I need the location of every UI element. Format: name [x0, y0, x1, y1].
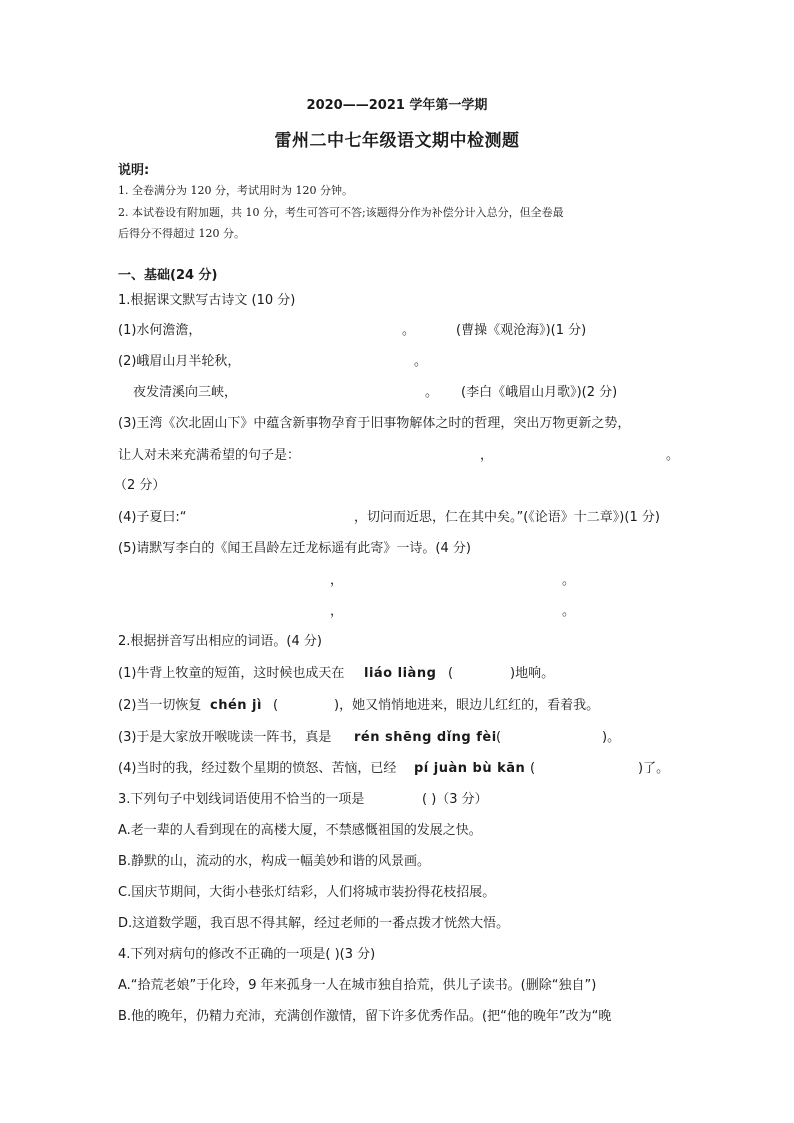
q1-5-end-1: 。 [562, 573, 576, 588]
q2-3-open: ( [496, 730, 502, 745]
q1-2b-source: (李白《峨眉山月歌》)(2 分) [461, 385, 618, 400]
q1-2-end: 。 [414, 354, 428, 369]
q2-2-close: )，她又悄悄地进来，眼边儿红红的，看着我。 [334, 698, 600, 713]
q1-3-end: 。 [666, 448, 680, 463]
q3-option-d: D.这道数学题，我百思不得其解，经过老师的一番点拨才恍然大悟。 [118, 916, 510, 931]
q3-stem-paren: ( )（3 分） [422, 792, 488, 807]
q1-3-score: （2 分） [114, 478, 166, 493]
q1-item-5-stem: (5)请默写李白的《闻王昌龄左迁龙标遥有此寄》一诗。(4 分) [118, 541, 471, 556]
q3-option-c: C.国庆节期间，大街小巷张灯结彩，人们将城市装扮得花枝招展。 [118, 885, 496, 900]
q2-4-pinyin: pí juàn bù kān [414, 761, 526, 776]
q1-4-right: ，切问而近思，仁在其中矣。”(《论语》十二章》)(1 分) [354, 510, 660, 525]
q2-2-open: ( [273, 698, 279, 713]
q3-stem: 3.下列句子中划线词语使用不恰当的一项是 [118, 792, 365, 807]
q2-1-open: ( [448, 666, 454, 681]
note-line-1: 1. 全卷满分为 120 分，考试用时为 120 分钟。 [118, 184, 353, 197]
q1-5-comma-2: ， [330, 604, 344, 619]
q2-3-text: (3)于是大家放开喉咙读一阵书，真是 [118, 730, 332, 745]
q1-3-lead: 让人对未来充满希望的句子是： [118, 448, 301, 463]
q3-option-a: A.老一辈的人看到现在的高楼大厦，不禁感慨祖国的发展之快。 [118, 823, 482, 838]
q4-option-b: B.他的晚年，仍精力充沛，充满创作激情，留下许多优秀作品。(把“他的晚年”改为“晚 [118, 1009, 612, 1024]
school-year: 2020——2021 学年第一学期 [306, 98, 488, 113]
q1-5-comma-1: ， [330, 573, 344, 588]
exam-title: 雷州二中七年级语文期中检测题 [274, 131, 520, 151]
q1-3-comma: ， [480, 448, 494, 463]
q1-4-left: (4)子夏曰:“ [118, 510, 187, 525]
q1-2b-left: 夜发清溪向三峡， [133, 385, 238, 400]
q1-1-end: 。 [402, 323, 416, 338]
q1-5-end-2: 。 [562, 604, 576, 619]
section-heading: 一、基础(24 分) [118, 268, 218, 283]
q1-stem: 1.根据课文默写古诗文 (10 分) [118, 293, 296, 308]
q2-1-text: (1)牛背上牧童的短笛，这时候也成天在 [118, 666, 345, 681]
q4-stem: 4.下列对病句的修改不正确的一项是( )(3 分) [118, 947, 376, 962]
note-line-2b: 后得分不得超过 120 分。 [118, 227, 245, 240]
q2-stem: 2.根据拼音写出相应的词语。(4 分) [118, 634, 322, 649]
q2-2-text: (2)当一切恢复 [118, 698, 202, 713]
q1-2-left: (2)峨眉山月半轮秋， [118, 354, 241, 369]
q1-1-left: (1)水何澹澹， [118, 323, 202, 338]
q2-2-pinyin: chén jì [210, 698, 262, 713]
q2-3-pinyin: rén shēng dǐng fèi [354, 730, 497, 745]
q1-2b-end: 。 [425, 385, 439, 400]
q2-4-open: ( [530, 761, 536, 776]
note-line-2a: 2. 本试卷设有附加题，共 10 分，考生可答可不答;该题得分作为补偿分计入总分，但全卷最 [118, 206, 564, 219]
q4-option-a: A.“拾荒老娘”于化玲，9 年来孤身一人在城市独自拾荒，供儿子读书。(删除“独自”) [118, 978, 597, 993]
q3-option-b: B.静默的山，流动的水，构成一幅美妙和谐的风景画。 [118, 854, 431, 869]
q1-item-3-line1: (3)王湾《次北固山下》中蕴含新事物孕育于旧事物解体之时的哲理，突出万物更新之势， [118, 416, 631, 431]
notes-label: 说明: [118, 163, 150, 178]
q2-1-close: )地响。 [510, 666, 555, 681]
q2-3-close: )。 [602, 730, 621, 745]
q2-1-pinyin: liáo liàng [364, 666, 437, 681]
q2-4-text: (4)当时的我，经过数个星期的愤怒、苦恼，已经 [118, 761, 397, 776]
q2-4-close: )了。 [638, 761, 670, 776]
q1-1-source: (曹操《观沧海》)(1 分) [456, 323, 587, 338]
